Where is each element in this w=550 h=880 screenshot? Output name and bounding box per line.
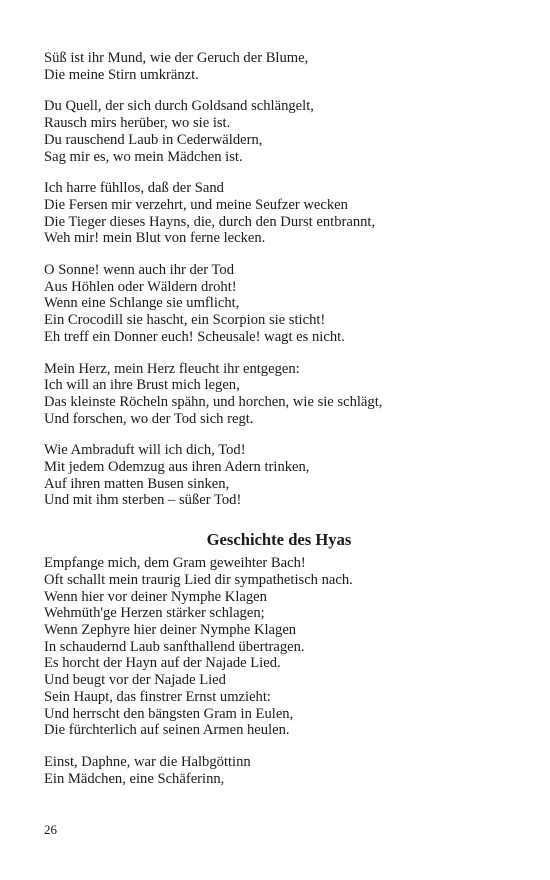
- verse-line: Wie Ambraduft will ich dich, Tod!: [44, 442, 246, 459]
- page-number: 26: [44, 822, 57, 837]
- stanza: [44, 754, 514, 787]
- stanza: [44, 50, 514, 83]
- verse-line: Einst, Daphne, war die Halbgöttinn: [44, 753, 251, 770]
- verse-line: Aus Höhlen oder Wäldern droht!: [44, 278, 237, 295]
- page-text: [44, 50, 514, 802]
- stanza: [44, 361, 514, 428]
- verse-line: Sag mir es, wo mein Mädchen ist.: [44, 148, 243, 165]
- verse-line: Wenn hier vor deiner Nymphe Klagen: [44, 588, 267, 605]
- verse-line: Du rauschend Laub in Cederwäldern,: [44, 131, 263, 148]
- verse-line: Die fürchterlich auf seinen Armen heulen.: [44, 722, 290, 739]
- stanza: [44, 262, 514, 346]
- verse-line: Empfange mich, dem Gram geweihter Bach!: [44, 555, 306, 572]
- poem-title: Geschichte des Hyas: [206, 530, 352, 550]
- verse-line: In schaudernd Laub sanfthallend übertragen.: [44, 638, 305, 655]
- verse-line: Es horcht der Hayn auf der Najade Lied.: [44, 655, 281, 672]
- verse-line: Und beugt vor der Najade Lied: [44, 672, 226, 689]
- verse-line: Und mit ihm sterben – süßer Tod!: [44, 492, 242, 509]
- verse-line: Sein Haupt, das finstrer Ernst umzieht:: [44, 688, 271, 705]
- stanza: [44, 555, 514, 739]
- stanza: [44, 442, 514, 509]
- verse-line: Wenn eine Schlange sie umflicht,: [44, 295, 240, 312]
- verse-line: Die Tieger dieses Hayns, die, durch den Durst entbrannt,: [44, 213, 376, 230]
- stanza: [44, 98, 514, 165]
- verse-line: Süß ist ihr Mund, wie der Geruch der Blume,: [44, 50, 309, 66]
- verse-line: Mit jedem Odemzug aus ihren Adern trinken,: [44, 459, 310, 476]
- verse-line: Mein Herz, mein Herz fleucht ihr entgegen:: [44, 360, 300, 377]
- verse-line: Ich harre fühllos, daß der Sand: [44, 180, 224, 197]
- verse-line: Die Fersen mir verzehrt, und meine Seufzer wecken: [44, 196, 348, 213]
- verse-line: Und forschen, wo der Tod sich regt.: [44, 410, 254, 427]
- verse-line: Wenn Zephyre hier deiner Nymphe Klagen: [44, 621, 297, 638]
- verse-line: Rausch mirs herüber, wo sie ist.: [44, 115, 231, 132]
- verse-line: Ein Crocodill sie hascht, ein Scorpion sie sticht!: [44, 312, 326, 329]
- verse-line: Und herrscht den bängsten Gram in Eulen,: [44, 705, 294, 722]
- stanza: [44, 180, 514, 247]
- verse-line: Ein Mädchen, eine Schäferinn,: [44, 770, 225, 787]
- verse-line: Weh mir! mein Blut von ferne lecken.: [44, 230, 266, 247]
- verse-line: Auf ihren matten Busen sinken,: [44, 475, 230, 492]
- verse-line: Ich will an ihre Brust mich legen,: [44, 377, 240, 394]
- verse-line: Oft schallt mein traurig Lied dir sympathetisch nach.: [44, 571, 353, 588]
- verse-line: Du Quell, der sich durch Goldsand schlängelt,: [44, 98, 314, 115]
- verse-line: Die meine Stirn umkränzt.: [44, 66, 199, 83]
- verse-line: Wehmüth'ge Herzen stärker schlagen;: [44, 605, 265, 622]
- verse-line: Eh treff ein Donner euch! Scheusale! wagt es nicht.: [44, 328, 345, 345]
- verse-line: Das kleinste Röcheln spähn, und horchen, wie sie schlägt,: [44, 393, 383, 410]
- verse-line: O Sonne! wenn auch ihr der Tod: [44, 262, 235, 279]
